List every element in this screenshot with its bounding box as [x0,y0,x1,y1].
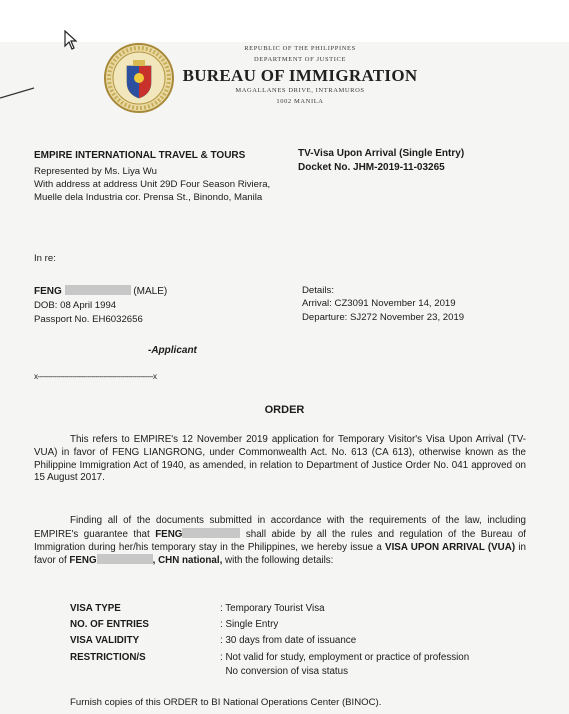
header-address: MAGALLANES DRIVE, INTRAMUROS [235,87,365,94]
visa-detail-value: : 30 days from date of issuance [220,635,357,646]
paragraph-2-text-b: shall abide by all the rules and regulation of the Bureau of Immigration during her/his temporary stay in the Philippines, we hereby issue a [34,528,526,553]
visa-type-heading: TV-Visa Upon Arrival (Single Entry) [298,148,465,159]
company-name: EMPIRE INTERNATIONAL TRAVEL & TOURS [34,150,246,161]
furnish-copies-note: Furnish copies of this ORDER to BI National Operations Center (BINOC). [70,697,382,708]
paragraph-2-vua: VISA UPON ARRIVAL (VUA) [385,541,516,553]
applicant-sex: (MALE) [133,286,168,297]
arrival-detail: Arrival: CZ3091 November 14, 2019 [302,298,456,309]
representative: Represented by Ms. Liya Wu [34,166,157,177]
visa-detail-key: VISA VALIDITY [70,635,140,646]
visa-detail-row [70,619,278,630]
scan-artifact-line [0,85,36,101]
visa-detail-value: : Single Entry [220,619,279,630]
header-city: 1002 MANILA [276,98,324,105]
header-department: DEPARTMENT OF JUSTICE [253,56,347,63]
header-republic: REPUBLIC OF THE PHILIPPINES [244,45,356,52]
applicant-surname: FENG [34,286,62,297]
redacted-name-1 [182,528,240,538]
paragraph-2-text-c: in favor of [34,541,526,567]
applicant-name [34,285,167,297]
docket-number: Docket No. JHM-2019-11-03265 [298,162,445,173]
redacted-name-2 [97,554,153,564]
visa-detail-row [70,652,469,663]
visa-detail-row [70,635,356,646]
order-title: ORDER [264,404,305,416]
visa-detail-value: : Not valid for study, employment or practice of profession [220,652,470,663]
order-paragraph-2 [34,515,526,568]
visa-detail-value: No conversion of visa status [220,666,348,677]
visa-detail-row [70,666,348,677]
separator-line: x--------------------------------------------------------x [34,372,157,381]
applicant-role: -Applicant [148,345,197,356]
address-line-1: With address at address Unit 29D Four Season Riviera, [34,179,271,190]
paragraph-2-text-a: Finding all of the documents submitted in accordance with the requirements of the law, including EMPIRE's guarantee that [34,515,526,540]
visa-detail-key: VISA TYPE [70,603,121,614]
redacted-given-name [65,285,131,295]
paragraph-2-name-1: FENG [155,528,183,540]
mouse-pointer-icon [64,30,78,50]
paragraph-2-text-e: with the following details: [222,555,334,567]
applicant-dob: DOB: 08 April 1994 [34,300,117,311]
applicant-passport: Passport No. EH6032656 [34,314,143,325]
top-strip [0,0,569,42]
paragraph-2-name-2: FENG [69,555,97,567]
paragraph-2-text-d: , CHN national, [152,555,223,567]
departure-detail: Departure: SJ272 November 23, 2019 [302,312,465,323]
address-line-2: Muelle dela Industria cor. Prensa St., Binondo, Manila [34,192,263,203]
header-title: BUREAU OF IMMIGRATION [182,66,418,85]
visa-detail-value: : Temporary Tourist Visa [220,603,325,614]
order-paragraph-1: This refers to EMPIRE's 12 November 2019 application for Temporary Visitor's Visa Upon Arrival (TV-VUA) in favor of FENG LIANGRONG, under Commonwealth Act. No. 613 (CA 613), otherwise known as the Philippine Immigration Act of 1940, as amended, in relation to Department of Justice Order No. 041 approved on 15 August 2017. [34,434,526,484]
visa-detail-key: NO. OF ENTRIES [70,619,149,630]
details-label: Details: [302,285,334,296]
visa-detail-row [70,603,325,614]
in-re-label: In re: [34,253,56,264]
visa-detail-key: RESTRICTION/S [70,652,146,663]
